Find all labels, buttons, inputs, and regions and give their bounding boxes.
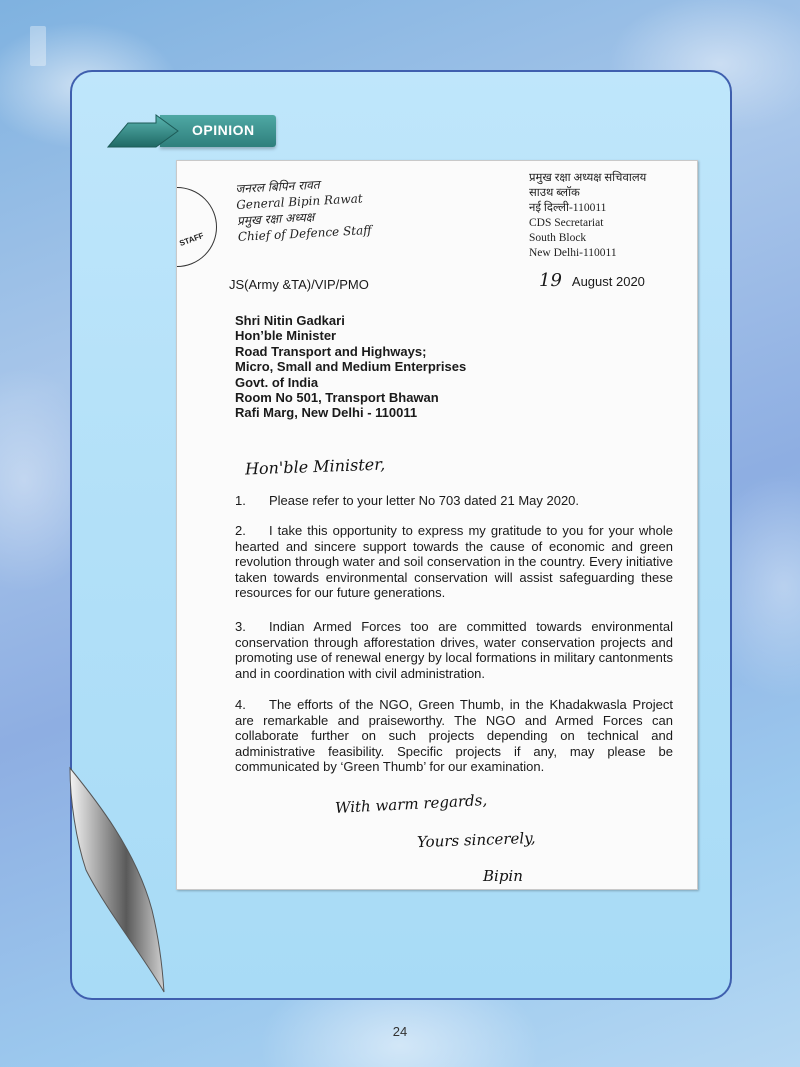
addressee-line: Micro, Small and Medium Enterprises xyxy=(235,359,467,375)
office-line-2: South Block xyxy=(529,232,587,244)
paragraph-number: 2. xyxy=(235,523,246,538)
addressee-line: Room No 501, Transport Bhawan xyxy=(235,390,439,406)
paragraph-2 xyxy=(235,523,673,601)
paragraph-text: Indian Armed Forces too are committed towards environmental conservation through afforestation drives, water conservation projects and promoting use of renewal energy by local formations in military cantonments and in coordination with civil administration. xyxy=(235,619,673,681)
closing-regards: With warm regards, xyxy=(334,791,488,817)
closing-sincerely: Yours sincerely, xyxy=(416,828,536,852)
sender-hindi-title: प्रमुख रक्षा अध्यक्ष xyxy=(236,209,315,228)
date-day: 19 xyxy=(539,270,562,291)
salutation: Hon'ble Minister, xyxy=(244,454,386,479)
sender-block xyxy=(235,174,372,245)
addressee-line: Hon’ble Minister xyxy=(235,328,337,344)
paragraph-text: I take this opportunity to express my gratitude to you for your whole hearted and sincere support towards the cause of economic and green revolution through water and soil conservation in the country. Every initiative taken towards environmental conservation will assist safeguarding these resources for our future generations. xyxy=(235,523,673,600)
office-hindi-line-1: प्रमुख रक्षा अध्यक्ष सचिवालय xyxy=(529,172,647,184)
addressee-block xyxy=(235,313,466,421)
office-line-3: New Delhi-110011 xyxy=(529,247,617,259)
official-seal xyxy=(176,187,217,267)
paragraph-1 xyxy=(235,493,673,509)
paragraph-number: 4. xyxy=(235,697,246,712)
sender-hindi-name: जनरल बिपिन रावत xyxy=(235,177,320,196)
addressee-line: Shri Nitin Gadkari xyxy=(235,313,345,328)
office-hindi-line-3: नई दिल्ली-110011 xyxy=(529,202,607,214)
addressee-line: Road Transport and Highways; xyxy=(235,343,427,359)
paragraph-number: 1. xyxy=(235,493,246,508)
paragraph-text: Please refer to your letter No 703 dated 21 May 2020. xyxy=(269,493,580,508)
sender-name: General Bipin Rawat xyxy=(235,191,363,212)
addressee-line: Govt. of India xyxy=(235,374,319,390)
page-number: 24 xyxy=(392,1024,408,1039)
section-tag xyxy=(104,113,276,149)
paragraph-number: 3. xyxy=(235,619,246,634)
page-curl-decoration xyxy=(66,760,166,1000)
letter-date xyxy=(539,270,645,291)
office-hindi-line-2: साउथ ब्लॉक xyxy=(529,187,580,199)
office-line-1: CDS Secretariat xyxy=(529,217,604,229)
letter-page xyxy=(176,160,698,890)
paragraph-4 xyxy=(235,697,673,775)
date-month-year: August 2020 xyxy=(571,274,645,289)
addressee-line: Rafi Marg, New Delhi - 110011 xyxy=(235,405,418,421)
paragraph-3 xyxy=(235,619,673,681)
office-address-block xyxy=(529,171,646,261)
signature: Bipin xyxy=(483,867,523,885)
sender-title: Chief of Defence Staff xyxy=(237,222,373,244)
arrow-icon xyxy=(104,113,200,153)
paragraph-text: The efforts of the NGO, Green Thumb, in the Khadakwasla Project are remarkable and praiseworthy. The NGO and Armed Forces can collaborate further on such projects depending on technical and administrative feasibility. Specific projects if any, may please be communicated by ‘Green Thumb’ for our examination. xyxy=(235,697,673,774)
bookmark-decoration xyxy=(30,26,46,66)
section-tag-label: OPINION xyxy=(192,122,255,138)
seal-text: STAFF xyxy=(178,230,205,249)
reference-number: JS(Army &TA)/VIP/PMO xyxy=(229,277,369,292)
